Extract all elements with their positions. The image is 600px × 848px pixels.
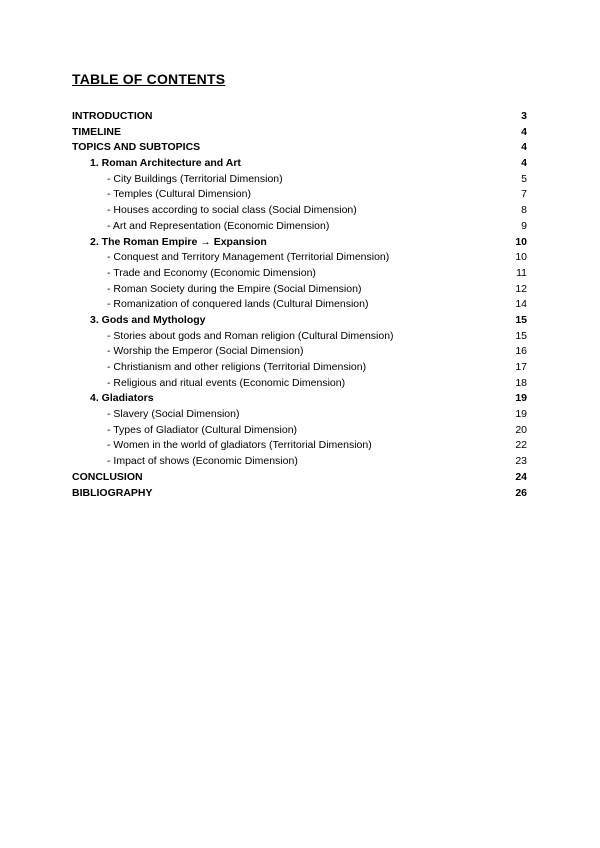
- toc-entry-page-number: 4: [521, 157, 527, 170]
- toc-entry-label: 4. Gladiators: [90, 392, 154, 405]
- toc-entry[interactable]: [0, 407, 600, 423]
- toc-entry[interactable]: [0, 156, 600, 172]
- toc-entry[interactable]: [0, 235, 600, 251]
- toc-entry[interactable]: [0, 329, 600, 345]
- toc-entry-label: 2. The Roman Empire → Expansion: [90, 235, 267, 248]
- toc-entry-label: 3. Gods and Mythology: [90, 313, 206, 326]
- toc-entry-page-number: 26: [515, 486, 527, 499]
- toc-entry-page-number: 15: [515, 329, 527, 342]
- toc-entry-page-number: 15: [515, 313, 527, 326]
- toc-entry-page-number: 19: [515, 392, 527, 405]
- toc-entry-label: - Slavery (Social Dimension): [107, 408, 240, 421]
- toc-entry-page-number: 18: [515, 376, 527, 389]
- toc-entry-page-number: 10: [515, 251, 527, 264]
- toc-entry[interactable]: [0, 344, 600, 360]
- toc-entry-page-number: 3: [521, 110, 527, 122]
- toc-entry-label: 1. Roman Architecture and Art: [90, 157, 241, 170]
- toc-entry-page-number: 19: [515, 408, 527, 421]
- toc-entry-label: BIBLIOGRAPHY: [72, 486, 153, 499]
- toc-entry[interactable]: [0, 376, 600, 392]
- toc-entry-page-number: 22: [515, 439, 527, 452]
- toc-entry-label: - Stories about gods and Roman religion (Cultural Dimension): [107, 329, 394, 342]
- toc-entry[interactable]: [0, 109, 600, 125]
- toc-entry-page-number: 20: [515, 423, 527, 436]
- toc-entry[interactable]: [0, 203, 600, 219]
- toc-entry-label: TOPICS AND SUBTOPICS: [72, 141, 201, 154]
- toc-entry-page-number: 14: [515, 298, 527, 311]
- toc-entry[interactable]: [0, 313, 600, 329]
- toc-entry[interactable]: [0, 360, 600, 376]
- toc-entry-label: - City Buildings (Territorial Dimension): [107, 172, 283, 185]
- toc-entry-page-number: 7: [521, 188, 527, 201]
- toc-entry[interactable]: [0, 266, 600, 282]
- toc-entry[interactable]: [0, 125, 600, 141]
- toc-entry-page-number: 5: [521, 172, 527, 185]
- toc-entry-page-number: 4: [521, 141, 527, 154]
- toc-entry-label: - Worship the Emperor (Social Dimension): [107, 345, 304, 358]
- toc-entry-label: - Types of Gladiator (Cultural Dimension): [107, 423, 298, 436]
- toc-entry-label: - Religious and ritual events (Economic Dimension): [107, 376, 346, 389]
- toc-entry-label: - Art and Representation (Economic Dimension): [107, 219, 330, 232]
- toc-entry[interactable]: [0, 438, 600, 454]
- toc-entry-label: - Women in the world of gladiators (Territorial Dimension): [107, 439, 372, 452]
- toc-entry-page-number: 10: [515, 235, 527, 248]
- toc-entry-label: - Christianism and other religions (Territorial Dimension): [107, 361, 367, 373]
- toc-entry-label: TIMELINE: [72, 125, 121, 138]
- toc-entry-page-number: 8: [521, 204, 527, 217]
- toc-title: TABLE OF CONTENTS: [72, 71, 226, 87]
- toc-entry[interactable]: [0, 391, 600, 407]
- toc-entry-page-number: 24: [515, 470, 527, 483]
- toc-entry[interactable]: [0, 140, 600, 156]
- toc-entry-label: - Impact of shows (Economic Dimension): [107, 455, 298, 468]
- toc-entry-page-number: 17: [515, 361, 527, 373]
- toc-entry-label: INTRODUCTION: [72, 110, 153, 122]
- toc-entry-label: CONCLUSION: [72, 470, 143, 483]
- toc-entry-label: - Romanization of conquered lands (Cultural Dimension): [107, 298, 369, 311]
- toc-entry-page-number: 23: [515, 455, 527, 468]
- toc-entry-label: - Trade and Economy (Economic Dimension): [107, 266, 316, 279]
- toc-entry-page-number: 4: [521, 125, 527, 138]
- toc-entry[interactable]: [0, 250, 600, 266]
- toc-entry-label: - Temples (Cultural Dimension): [107, 188, 251, 201]
- toc-entry-label: - Houses according to social class (Social Dimension): [107, 204, 357, 217]
- toc-entry[interactable]: [0, 172, 600, 188]
- toc-list: [0, 109, 600, 501]
- toc-entry[interactable]: [0, 187, 600, 203]
- toc-entry[interactable]: [0, 282, 600, 298]
- toc-entry[interactable]: [0, 454, 600, 470]
- toc-entry[interactable]: [0, 423, 600, 439]
- toc-entry-label: - Roman Society during the Empire (Social Dimension): [107, 282, 362, 295]
- toc-entry[interactable]: [0, 219, 600, 235]
- toc-entry-page-number: 9: [521, 219, 527, 232]
- toc-entry-page-number: 16: [515, 345, 527, 358]
- toc-entry-page-number: 12: [515, 282, 527, 295]
- toc-entry[interactable]: [0, 486, 600, 502]
- toc-entry[interactable]: [0, 470, 600, 486]
- toc-entry-page-number: 11: [516, 266, 527, 279]
- toc-entry-label: - Conquest and Territory Management (Territorial Dimension): [107, 251, 390, 264]
- toc-entry[interactable]: [0, 297, 600, 313]
